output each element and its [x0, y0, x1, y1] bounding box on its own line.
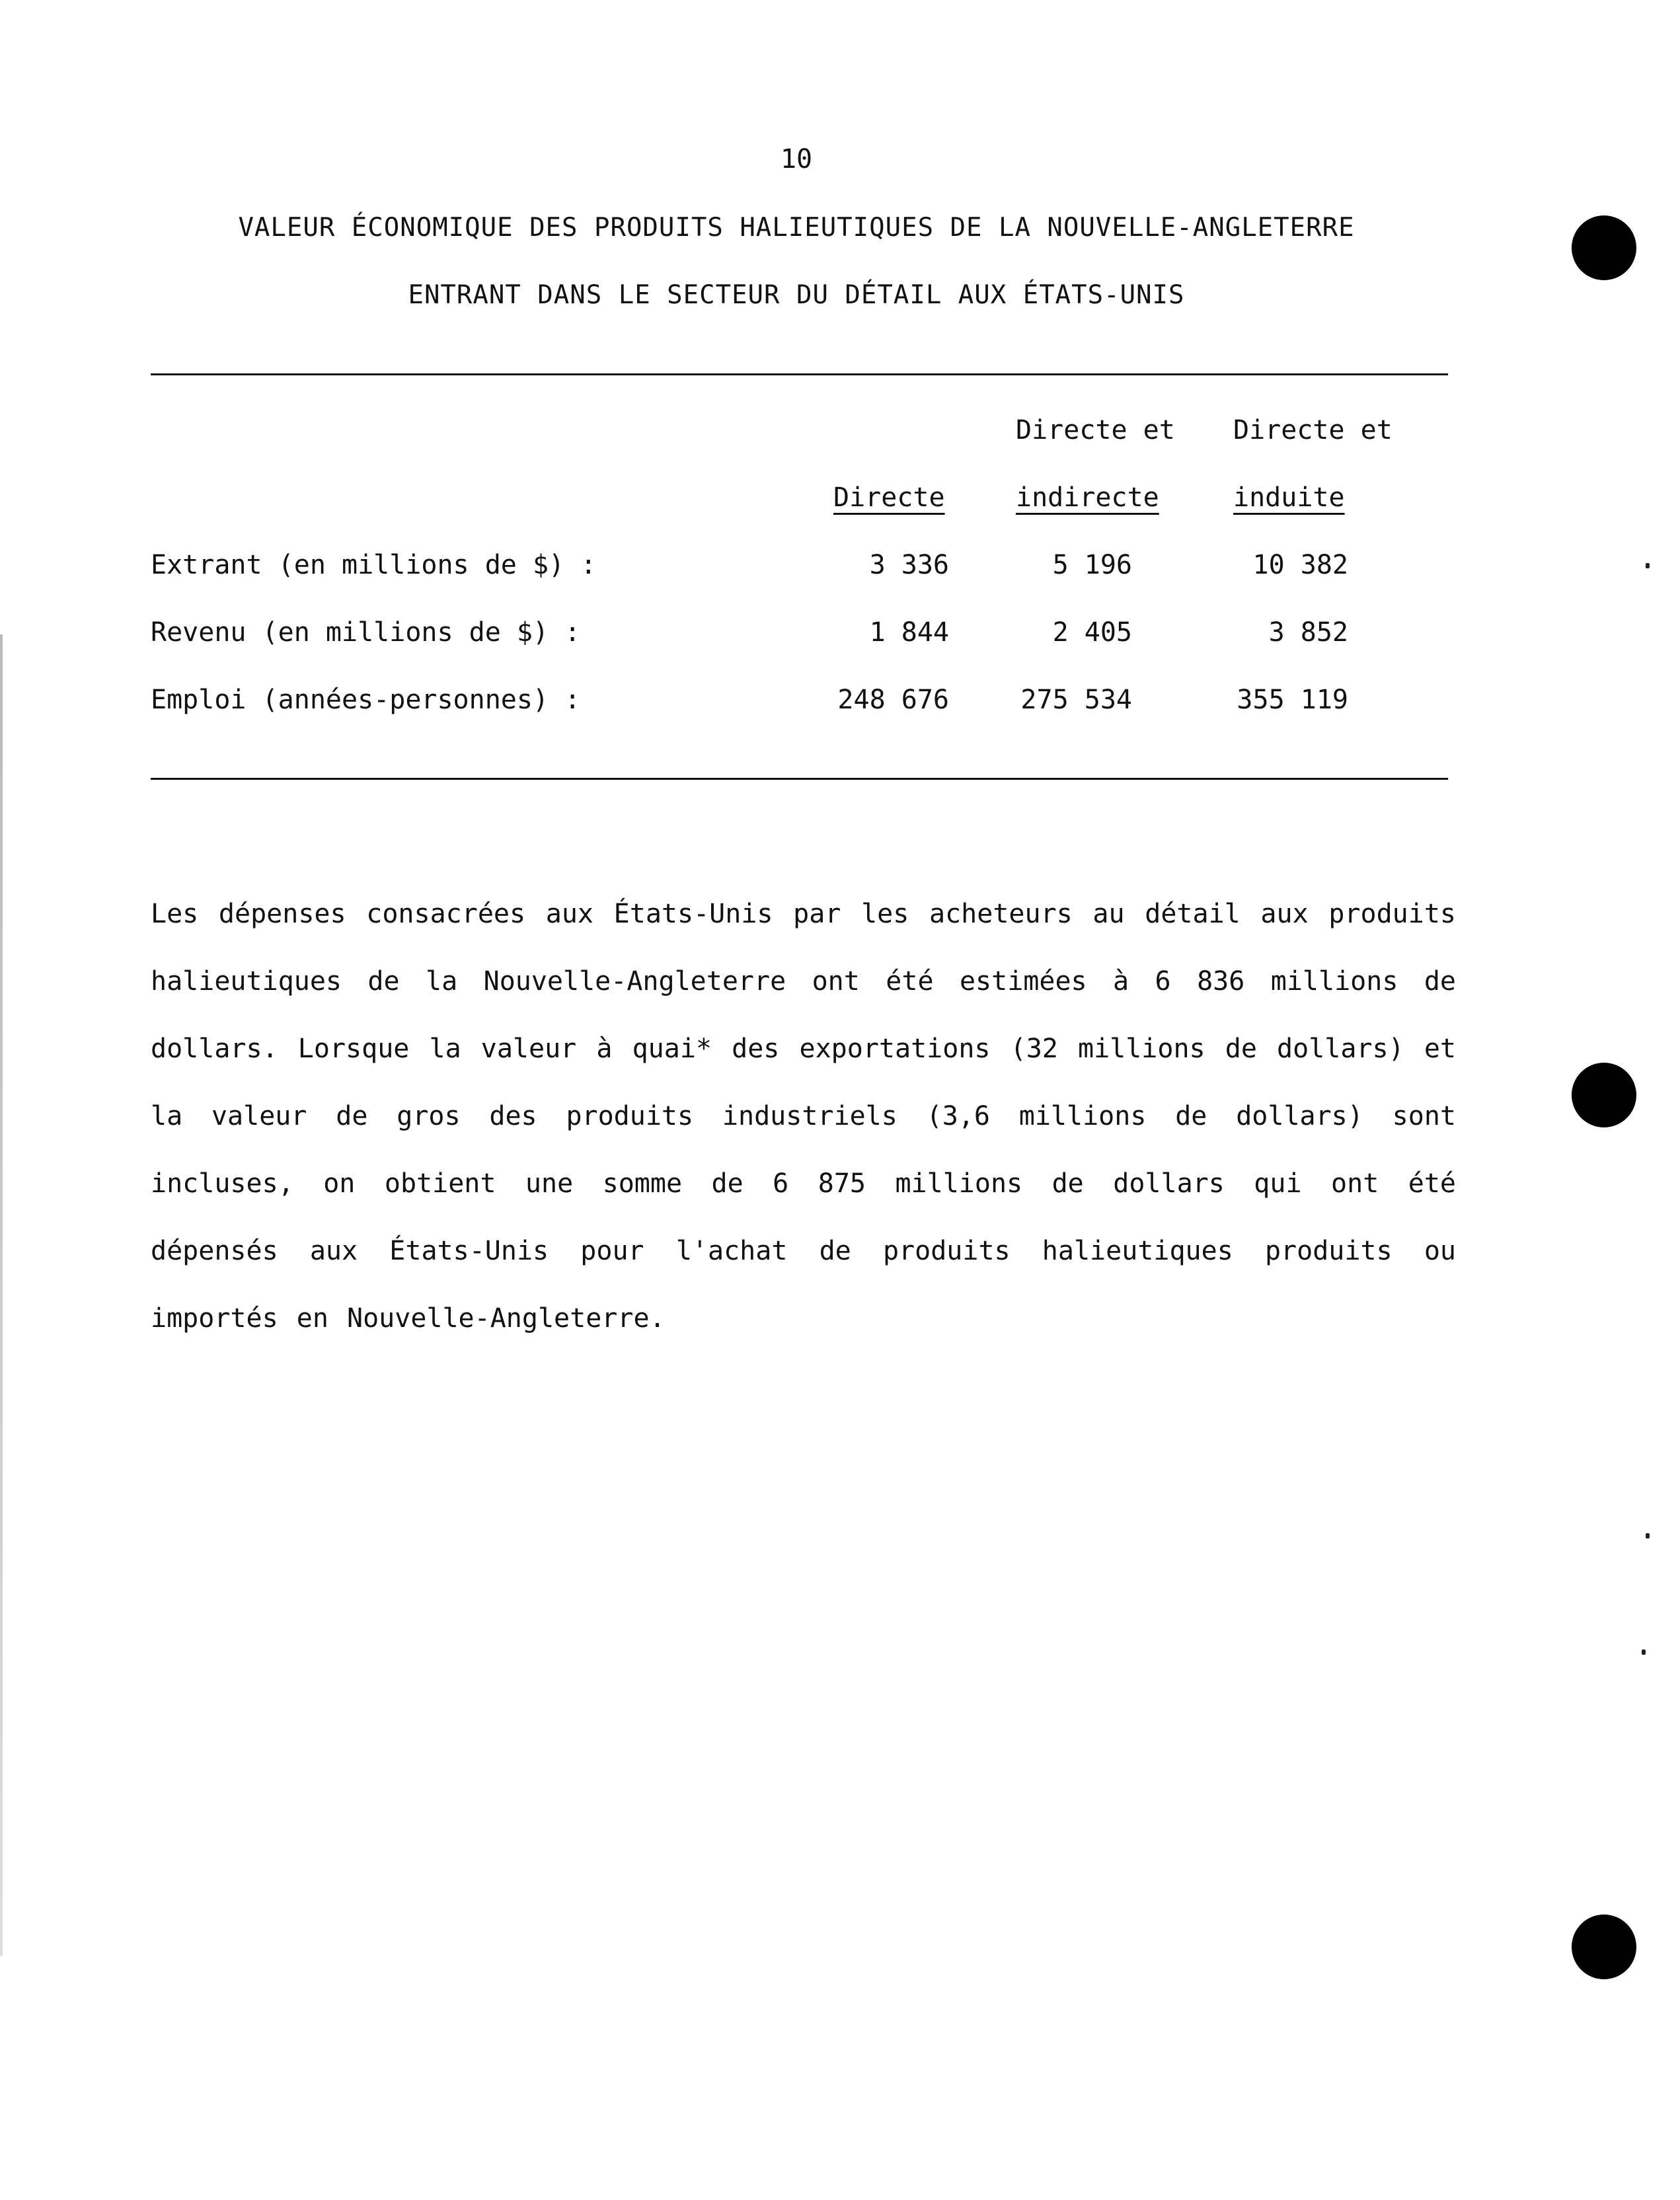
- table-top-rule: [151, 373, 1448, 375]
- row-label-extrant: Extrant (en millions de $) :: [151, 550, 597, 580]
- punch-hole: [1572, 215, 1636, 280]
- scan-edge-shadow: [0, 634, 3, 1956]
- table-bottom-rule: [151, 778, 1448, 780]
- document-title-line-2: ENTRANT DANS LE SECTEUR DU DÉTAIL AUX ÉTATS-UNIS: [408, 280, 1185, 310]
- cell-emploi-induite: 355 119: [1237, 685, 1348, 715]
- header-col2-line1: Directe et: [1016, 415, 1175, 445]
- punch-hole: [1572, 1063, 1636, 1127]
- header-col3-line1: Directe et: [1233, 415, 1393, 445]
- scan-speck: [1646, 563, 1650, 568]
- page-number: 10: [780, 144, 813, 174]
- cell-extrant-indirecte: 5 196: [1052, 550, 1132, 580]
- cell-revenu-directe: 1 844: [869, 617, 949, 648]
- scan-speck: [1642, 1650, 1646, 1655]
- body-paragraph: Les dépenses consacrées aux États-Unis par les acheteurs au détail aux produits halieutiques de la Nouvelle-Angleterre ont été estimées à 6 836 millions de dollars. Lorsque la valeur à quai* des exportations (32 millions de dollars) et la valeur de gros des produits industriels (3,6 millions de dollars) sont incluses, on obtient une somme de 6 875 millions de dollars qui ont été dépensés aux États-Unis pour l'achat de produits halieutiques produits ou importés en Nouvelle-Angleterre.: [151, 899, 1456, 1334]
- scan-speck: [1646, 1533, 1650, 1538]
- row-label-emploi: Emploi (années-personnes) :: [151, 685, 581, 715]
- document-title-line-1: VALEUR ÉCONOMIQUE DES PRODUITS HALIEUTIQUES DE LA NOUVELLE-ANGLETERRE: [238, 213, 1355, 243]
- cell-emploi-directe: 248 676: [837, 685, 949, 715]
- header-induite: induite: [1233, 482, 1345, 513]
- header-indirecte: indirecte: [1016, 482, 1159, 513]
- cell-revenu-indirecte: 2 405: [1052, 617, 1132, 648]
- cell-extrant-directe: 3 336: [869, 550, 949, 580]
- punch-hole: [1572, 1915, 1636, 1979]
- cell-extrant-induite: 10 382: [1252, 550, 1348, 580]
- row-label-revenu: Revenu (en millions de $) :: [151, 617, 581, 648]
- cell-emploi-indirecte: 275 534: [1020, 685, 1132, 715]
- header-directe: Directe: [833, 482, 945, 513]
- cell-revenu-induite: 3 852: [1268, 617, 1348, 648]
